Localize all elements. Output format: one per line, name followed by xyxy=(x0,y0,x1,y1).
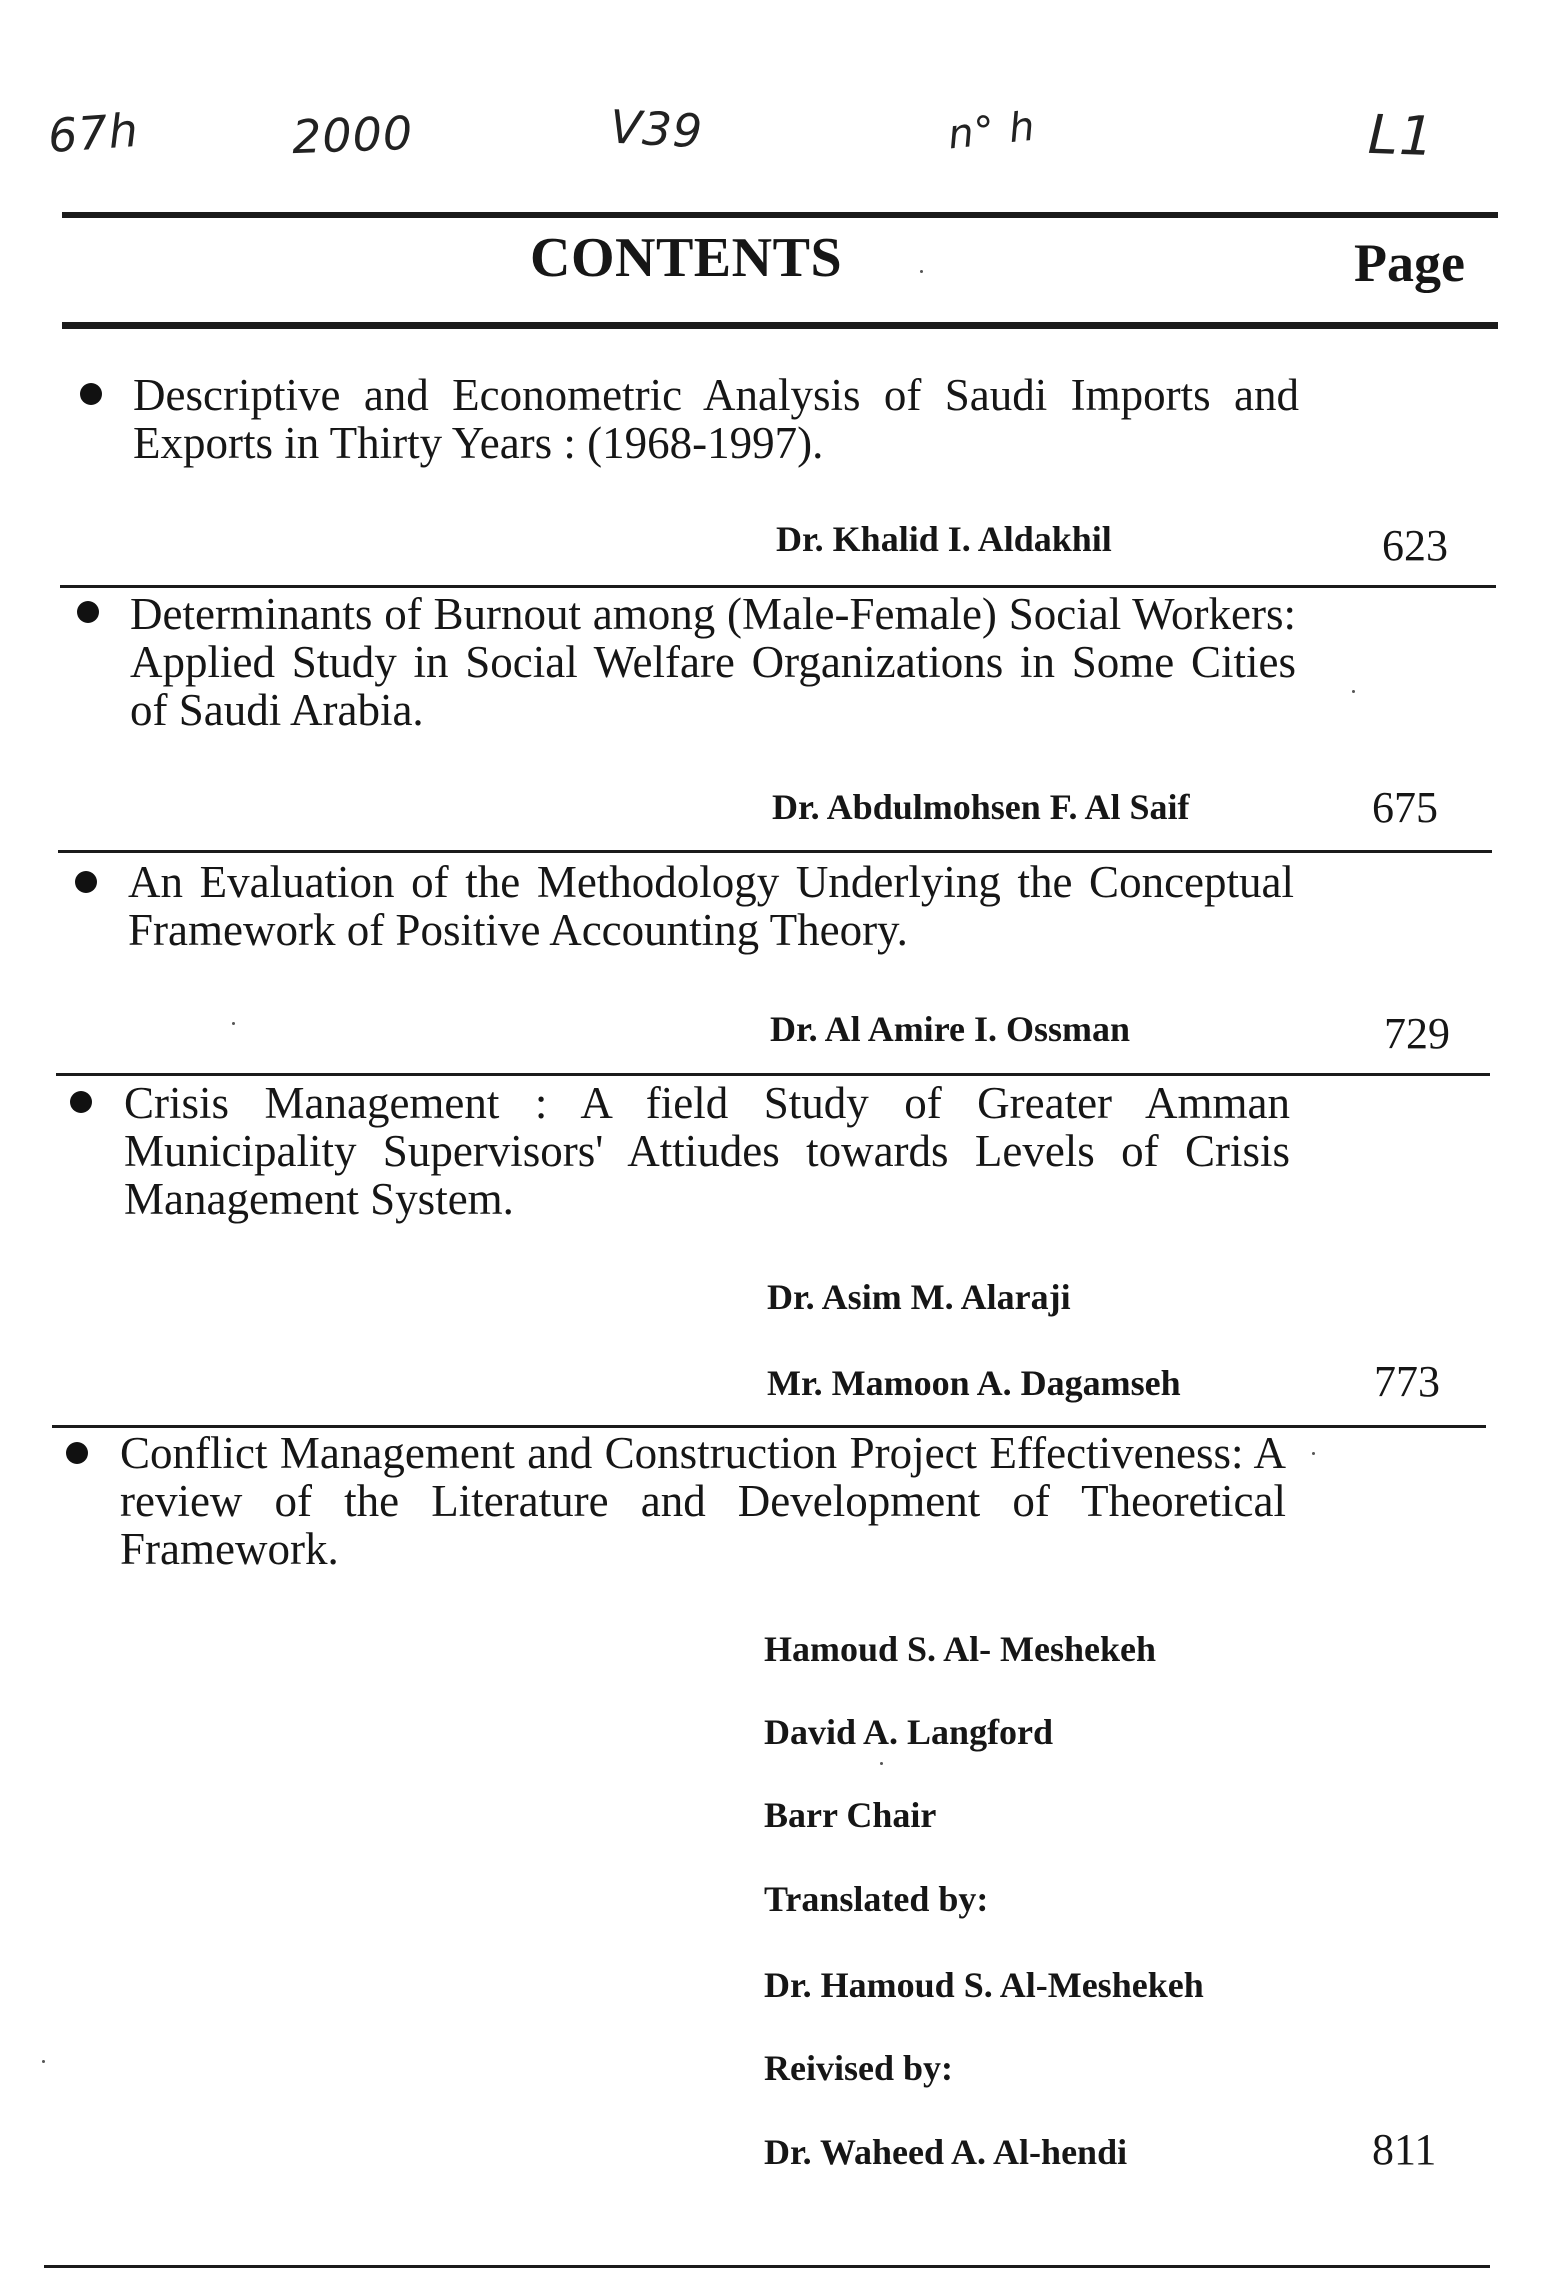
handwritten-note: L1 xyxy=(1366,102,1436,169)
bullet-icon xyxy=(75,871,97,893)
header-top-rule xyxy=(62,212,1498,218)
scan-speck xyxy=(1312,1452,1315,1455)
page-number: 729 xyxy=(1384,1009,1450,1058)
translator-label: Translated by: xyxy=(764,1879,989,1919)
scan-speck xyxy=(232,1022,235,1025)
bullet-icon xyxy=(70,1091,92,1113)
scan-speck xyxy=(42,2060,45,2063)
article-author: Barr Chair xyxy=(764,1795,937,1835)
handwritten-note: V39 xyxy=(608,99,705,159)
page-column-label: Page xyxy=(1354,233,1465,293)
article-author: Dr. Al Amire I. Ossman xyxy=(770,1009,1131,1049)
footer-rule xyxy=(44,2265,1490,2268)
translator-name: Dr. Hamoud S. Al-Meshekeh xyxy=(764,1965,1204,2005)
handwritten-note: n° h xyxy=(945,103,1038,159)
handwritten-note: 67h xyxy=(46,102,141,164)
entry-divider xyxy=(58,850,1492,853)
article-title: Descriptive and Econometric Analysis of Saudi Imports and Exports in Thirty Years : (1968-1997). xyxy=(133,370,1299,468)
article-author: Mr. Mamoon A. Dagamseh xyxy=(767,1363,1181,1403)
article-title: Determinants of Burnout among (Male-Female) Social Workers: Applied Study in Social Welfare Organizations in Some Cities of Saudi Arabia. xyxy=(130,589,1296,735)
article-author: David A. Langford xyxy=(764,1712,1054,1752)
handwritten-notes xyxy=(0,96,1568,186)
page-number: 675 xyxy=(1372,783,1438,832)
page-number: 773 xyxy=(1374,1357,1440,1406)
scan-speck xyxy=(1352,690,1355,693)
bullet-icon xyxy=(77,601,99,623)
article-author: Dr. Khalid I. Aldakhil xyxy=(776,519,1112,559)
scan-speck xyxy=(920,270,923,273)
header-bottom-rule xyxy=(62,322,1498,329)
entry-divider xyxy=(56,1073,1490,1076)
article-author: Hamoud S. Al- Meshekeh xyxy=(764,1629,1157,1669)
reviser-name: Dr. Waheed A. Al-hendi xyxy=(764,2132,1128,2172)
article-title: Crisis Management : A field Study of Greater Amman Municipality Supervisors' Attiudes towards Levels of Crisis Management System. xyxy=(124,1078,1290,1224)
entry-divider xyxy=(60,585,1496,588)
handwritten-note: 2000 xyxy=(291,105,414,165)
bullet-icon xyxy=(80,383,102,405)
reviser-label: Reivised by: xyxy=(764,2048,953,2088)
page-title: CONTENTS xyxy=(530,227,843,289)
bullet-icon xyxy=(66,1442,88,1464)
page-number: 811 xyxy=(1372,2125,1437,2174)
scan-speck xyxy=(880,1762,883,1765)
page-number: 623 xyxy=(1382,521,1448,570)
article-title: Conflict Management and Construction Project Effectiveness: A review of the Literature and Development of Theoretical Framework. xyxy=(120,1428,1286,1574)
article-author: Dr. Asim M. Alaraji xyxy=(767,1277,1071,1317)
article-title: An Evaluation of the Methodology Underlying the Conceptual Framework of Positive Accounting Theory. xyxy=(128,857,1294,955)
article-author: Dr. Abdulmohsen F. Al Saif xyxy=(772,787,1190,827)
